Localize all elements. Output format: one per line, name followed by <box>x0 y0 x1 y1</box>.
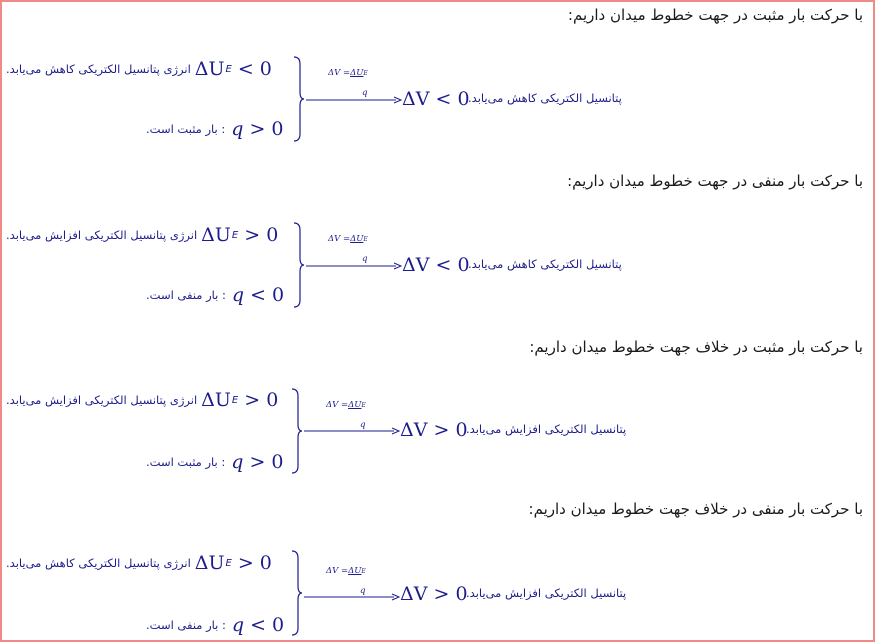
sub-e: E <box>231 394 239 406</box>
fraction-label: ΔV =ΔUE <box>328 68 368 78</box>
fraction-label: ΔV =ΔUE <box>328 234 368 244</box>
energy-text: انرژی پتانسیل الکتریکی کاهش می‌یابد. <box>6 62 191 76</box>
energy-line <box>6 54 296 84</box>
potential-text: پتانسیل الکتریکی کاهش می‌یابد. <box>468 91 622 105</box>
potential-sign: < 0 <box>435 88 470 110</box>
delta-v-symbol: ΔV <box>402 254 430 276</box>
fraction-denominator: q <box>360 420 366 430</box>
potential-sign: < 0 <box>435 254 470 276</box>
charge-line <box>6 114 296 144</box>
fraction-denominator: q <box>362 254 368 264</box>
delta-u-symbol: ΔU <box>201 389 231 411</box>
fraction-label: ΔV =ΔUE <box>326 566 366 576</box>
charge-line <box>6 447 296 477</box>
energy-line <box>6 220 296 250</box>
delta-u-symbol: ΔU <box>201 224 231 246</box>
potential-text: پتانسیل الکتریکی افزایش می‌یابد. <box>466 586 627 600</box>
block-heading: با حرکت بار منفی در خلاف جهت خطوط میدان داریم: <box>528 500 863 518</box>
charge-text: : بار مثبت است. <box>146 122 226 136</box>
right-arrow-icon <box>304 244 404 288</box>
block-heading: با حرکت بار مثبت در خلاف جهت خطوط میدان داریم: <box>529 338 863 356</box>
delta-v-expression <box>400 419 468 441</box>
fraction-denominator: q <box>362 88 368 98</box>
charge-sign: > 0 <box>249 118 284 140</box>
charge-line <box>6 610 296 640</box>
sub-e: E <box>225 63 232 75</box>
energy-line <box>6 548 296 578</box>
energy-sign: > 0 <box>244 389 279 411</box>
energy-text: انرژی پتانسیل الکتریکی کاهش می‌یابد. <box>6 556 191 570</box>
energy-sign: > 0 <box>244 224 279 246</box>
fraction-denominator: q <box>360 586 366 596</box>
sub-e: E <box>231 229 239 241</box>
brace-icon <box>290 550 302 636</box>
q-symbol: q <box>231 614 245 636</box>
q-symbol: q <box>231 118 244 140</box>
charge-sign: < 0 <box>250 614 285 636</box>
right-arrow-icon <box>304 78 404 122</box>
delta-u-symbol: ΔU <box>194 552 225 574</box>
potential-text: پتانسیل الکتریکی کاهش می‌یابد. <box>468 257 622 271</box>
brace-icon <box>292 56 304 142</box>
energy-line <box>6 385 296 415</box>
right-arrow-icon <box>302 575 402 619</box>
block-heading: با حرکت بار مثبت در جهت خطوط میدان داریم: <box>567 6 863 24</box>
energy-text: انرژی پتانسیل الکتریکی افزایش می‌یابد. <box>6 228 198 242</box>
potential-sign: > 0 <box>433 419 468 441</box>
q-symbol: q <box>231 284 245 306</box>
energy-text: انرژی پتانسیل الکتریکی افزایش می‌یابد. <box>6 393 198 407</box>
brace-icon <box>292 222 304 308</box>
delta-v-symbol: ΔV <box>402 88 430 110</box>
charge-sign: > 0 <box>249 451 284 473</box>
delta-v-symbol: ΔV <box>400 419 428 441</box>
charge-text: : بار مثبت است. <box>146 455 226 469</box>
fraction-label: ΔV =ΔUE <box>326 400 366 410</box>
delta-u-symbol: ΔU <box>194 58 225 80</box>
charge-line <box>6 280 296 310</box>
delta-v-expression <box>402 254 470 276</box>
brace-icon <box>290 388 302 474</box>
charge-text: : بار منفی است. <box>146 618 226 632</box>
delta-v-symbol: ΔV <box>400 583 428 605</box>
energy-sign: < 0 <box>237 58 272 80</box>
delta-v-expression <box>400 583 468 605</box>
block-heading: با حرکت بار منفی در جهت خطوط میدان داریم: <box>567 172 863 190</box>
charge-text: : بار منفی است. <box>146 288 226 302</box>
charge-sign: < 0 <box>250 284 285 306</box>
q-symbol: q <box>231 451 244 473</box>
energy-sign: > 0 <box>237 552 272 574</box>
potential-text: پتانسیل الکتریکی افزایش می‌یابد. <box>466 422 627 436</box>
potential-sign: > 0 <box>433 583 468 605</box>
right-arrow-icon <box>302 409 402 453</box>
delta-v-expression <box>402 88 470 110</box>
sub-e: E <box>225 557 232 569</box>
